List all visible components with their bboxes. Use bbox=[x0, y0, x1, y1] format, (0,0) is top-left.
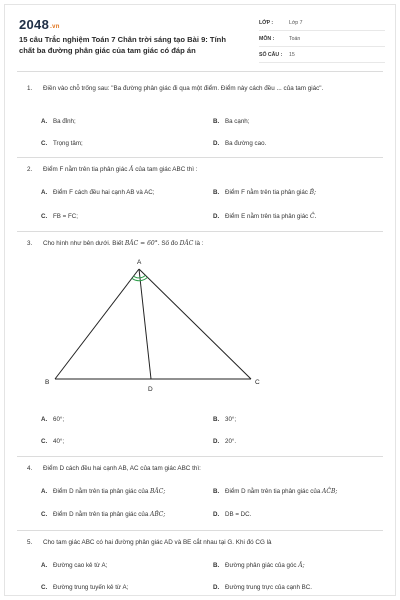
meta-subject-row bbox=[259, 33, 385, 47]
option-text: Ba đường cao. bbox=[225, 140, 267, 147]
q5-option-b[interactable] bbox=[213, 561, 305, 570]
vertex-b-label: B bbox=[45, 379, 50, 386]
option-text: 60°; bbox=[53, 416, 65, 423]
option-letter: B. bbox=[213, 416, 220, 423]
q1-option-a[interactable] bbox=[41, 117, 76, 126]
site-logo[interactable] bbox=[19, 17, 60, 32]
option-letter: D. bbox=[213, 140, 220, 147]
option-letter: A. bbox=[41, 562, 48, 569]
q1-option-c[interactable] bbox=[41, 139, 83, 148]
angle-symbol: BÂC; bbox=[150, 488, 166, 495]
meta-class-row bbox=[259, 17, 385, 31]
question-text: Cho tam giác ABC có hai đường phân giác AD và BE cắt nhau tại G. Khi đó CG là bbox=[43, 539, 272, 546]
question-number: 2. bbox=[27, 166, 33, 173]
angle-symbol: BÂC = 60°. bbox=[124, 240, 160, 247]
question-divider bbox=[17, 456, 383, 457]
q2-option-c[interactable] bbox=[41, 212, 78, 221]
q5-option-a[interactable] bbox=[41, 561, 107, 570]
option-letter: C. bbox=[41, 213, 48, 220]
q4-option-b[interactable] bbox=[213, 487, 337, 496]
vertex-c-label: C bbox=[255, 379, 260, 386]
option-letter: C. bbox=[41, 438, 48, 445]
question-text-end: là : bbox=[195, 240, 204, 247]
question-text-wrap bbox=[43, 165, 379, 175]
document-page bbox=[4, 4, 396, 596]
question-text: Cho hình như bên dưới. Biết bbox=[43, 240, 124, 247]
meta-count-value: 15 bbox=[289, 52, 295, 58]
question-1 bbox=[27, 84, 379, 106]
q5-option-d[interactable] bbox=[213, 583, 312, 592]
q3-option-a[interactable] bbox=[41, 415, 64, 424]
logo-text: 2048 bbox=[19, 17, 50, 32]
meta-subject-value: Toán bbox=[289, 36, 301, 42]
document-title: 15 câu Trắc nghiệm Toán 7 Chân trời sáng tạo Bài 9: Tính chất ba đường phân giác của tam giác có đáp án bbox=[19, 35, 226, 55]
option-text: Đường phân giác của góc bbox=[225, 562, 297, 569]
meta-count-row bbox=[259, 49, 385, 63]
q3-option-c[interactable] bbox=[41, 437, 64, 446]
question-number: 1. bbox=[27, 85, 33, 92]
meta-class-value: Lớp 7 bbox=[289, 20, 303, 26]
option-text: 30°; bbox=[225, 416, 237, 423]
angle-symbol: Ĉ. bbox=[309, 213, 317, 220]
segment-ab bbox=[55, 269, 139, 379]
option-letter: C. bbox=[41, 140, 48, 147]
meta-class-key: LỚP : bbox=[259, 20, 274, 26]
option-text: Điểm F cách đều hai cạnh AB và AC; bbox=[53, 189, 155, 196]
q2-option-d[interactable] bbox=[213, 212, 316, 221]
q1-option-b[interactable] bbox=[213, 117, 249, 126]
angle-symbol: AĈB; bbox=[322, 488, 338, 495]
header-divider bbox=[17, 71, 383, 72]
segment-ad bbox=[139, 269, 151, 379]
q2-option-a[interactable] bbox=[41, 188, 154, 197]
option-letter: C. bbox=[41, 584, 48, 591]
point-d-label: D bbox=[148, 386, 153, 393]
question-text: Điểm F nằm trên tia phân giác bbox=[43, 166, 128, 173]
vertex-a-label: A bbox=[137, 259, 142, 266]
meta-subject-key: MÔN : bbox=[259, 36, 275, 42]
option-text: Đường cao kẻ từ A; bbox=[53, 562, 108, 569]
option-text: 20°. bbox=[225, 438, 237, 445]
option-text: Điểm E nằm trên tia phân giác bbox=[225, 213, 309, 220]
angle-symbol: DÂC bbox=[179, 240, 194, 247]
question-4 bbox=[27, 464, 379, 476]
option-text: FB = FC; bbox=[53, 213, 78, 220]
option-letter: A. bbox=[41, 488, 48, 495]
q2-option-b[interactable] bbox=[213, 188, 316, 197]
option-letter: B. bbox=[213, 488, 220, 495]
question-divider bbox=[17, 231, 383, 232]
logo-suffix: .vn bbox=[50, 24, 60, 30]
angle-symbol: AB̂C; bbox=[150, 511, 166, 518]
q3-option-d[interactable] bbox=[213, 437, 236, 446]
question-divider bbox=[17, 530, 383, 531]
option-text: Đường trung trực của cạnh BC. bbox=[225, 584, 312, 591]
option-text: Trọng tâm; bbox=[53, 140, 83, 147]
question-2 bbox=[27, 165, 379, 177]
meta-count-key: SỐ CÂU : bbox=[259, 52, 283, 58]
question-text-wrap bbox=[43, 239, 379, 249]
q4-option-d[interactable] bbox=[213, 510, 251, 519]
segment-ac bbox=[139, 269, 251, 379]
option-letter: B. bbox=[213, 118, 220, 125]
question-5 bbox=[27, 538, 379, 550]
question-text: Điền vào chỗ trống sau: "Ba đường phân giác đi qua một điểm. Điểm này cách đều ... của tam giác". bbox=[43, 85, 324, 92]
option-text: Điểm D nằm trên tia phân giác của bbox=[225, 488, 321, 495]
option-letter: A. bbox=[41, 189, 48, 196]
option-text: Ba đỉnh; bbox=[53, 118, 76, 125]
option-text: Đường trung tuyến kẻ từ A; bbox=[53, 584, 129, 591]
angle-symbol: Â; bbox=[298, 562, 305, 569]
question-number: 4. bbox=[27, 465, 33, 472]
q3-option-b[interactable] bbox=[213, 415, 236, 424]
option-text: Điểm D nằm trên tia phân giác của bbox=[53, 488, 149, 495]
question-3 bbox=[27, 239, 379, 251]
question-divider bbox=[17, 157, 383, 158]
option-letter: D. bbox=[213, 438, 220, 445]
option-letter: A. bbox=[41, 416, 48, 423]
option-letter: B. bbox=[213, 562, 220, 569]
question-text-end: của tam giác ABC thì : bbox=[135, 166, 198, 173]
option-letter: D. bbox=[213, 213, 220, 220]
q1-option-d[interactable] bbox=[213, 139, 266, 148]
option-text: 40°; bbox=[53, 438, 65, 445]
option-letter: B. bbox=[213, 189, 220, 196]
triangle-figure bbox=[45, 253, 285, 403]
q4-option-c[interactable] bbox=[41, 510, 165, 519]
q5-option-c[interactable] bbox=[41, 583, 128, 592]
question-number: 5. bbox=[27, 539, 33, 546]
angle-symbol: B̂; bbox=[309, 189, 317, 196]
option-text: Điểm F nằm trên tia phân giác bbox=[225, 189, 308, 196]
question-text-mid: Số đo bbox=[161, 240, 178, 247]
option-letter: A. bbox=[41, 118, 48, 125]
option-text: Điểm D nằm trên tia phân giác của bbox=[53, 511, 149, 518]
question-number: 3. bbox=[27, 240, 33, 247]
angle-symbol: Â bbox=[129, 166, 134, 173]
option-text: Ba cạnh; bbox=[225, 118, 250, 125]
option-letter: D. bbox=[213, 584, 220, 591]
option-letter: D. bbox=[213, 511, 220, 518]
q4-option-a[interactable] bbox=[41, 487, 165, 496]
question-text: Điểm D cách đều hai cạnh AB, AC của tam giác ABC thì: bbox=[43, 465, 201, 472]
option-letter: C. bbox=[41, 511, 48, 518]
option-text: DB = DC. bbox=[225, 511, 252, 518]
